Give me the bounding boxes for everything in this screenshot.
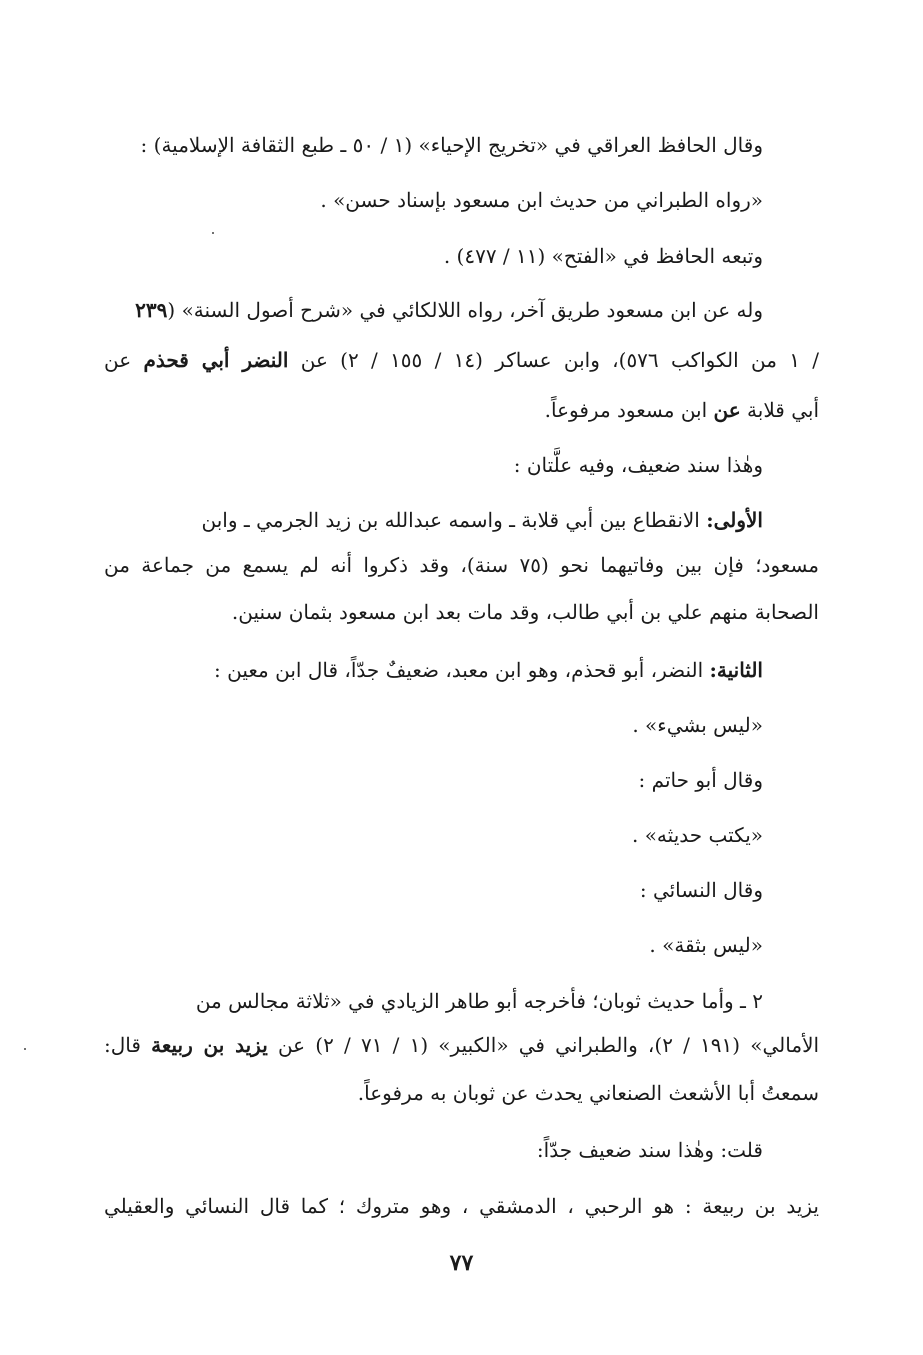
text-line [104,1029,819,1061]
text-span: الأمالي» (١٩١ / ٢)، والطبراني في «الكبير» (١ / ٧١ / ٢) عن [267,1033,820,1057]
text-line [232,596,819,628]
text-line [537,1134,763,1166]
scan-speck [212,232,214,234]
text-span: «ليس بشيء» . [632,713,763,737]
text-span: النضر، أبو قحذم، وهو ابن معبد، ضعيفٌ جدّاً، قال ابن معين : [214,658,710,682]
text-span: وقال الحافظ العراقي في «تخريج الإحياء» (١ / ٥٠ ـ طبع الثقافة الإسلامية) : [140,133,763,157]
text-span: ٢ ـ وأما حديث ثوبان؛ فأخرجه أبو طاهر الزيادي في «ثلاثة مجالس من [195,989,763,1013]
text-line [104,549,819,581]
scan-speck [24,1048,26,1050]
text-span: / ١ من الكواكب ٥٧٦)، وابن عساكر (١٤ / ١٥٥ / ٢) عن [288,348,819,372]
text-line [141,129,763,161]
text-span: الانقطاع بين أبي قلابة ـ واسمه عبدالله بن زيد الجرمي ـ وابن [201,508,707,532]
text-line [632,709,763,741]
text-line [104,1190,819,1222]
text-line [640,874,763,906]
text-span: مسعود؛ فإن بين وفاتيهما نحو (٧٥ سنة)، وقد ذكروا أنه لم يسمع من جماعة من [104,553,819,577]
text-span: وهٰذا سند ضعيف، وفيه علَّتان : [513,453,763,477]
page-number: ٧٧ [449,1250,474,1276]
text-line [320,184,763,216]
text-line [214,654,763,686]
text-span: «ليس بثقة» . [649,933,763,957]
text-span: وله عن ابن مسعود طريق آخر، رواه اللالكائي في «شرح أصول السنة» ( [167,298,763,322]
text-span: أبي قلابة [740,398,819,422]
text-line [639,764,763,796]
text-span: قلت: وهٰذا سند ضعيف جدّاً: [536,1138,763,1162]
text-line [649,929,763,961]
text-line [358,1077,819,1109]
text-span: «يكتب حديثه» . [631,823,763,847]
text-span: قال: [104,1033,152,1057]
narrator-name: يزيد بن ربيعة [151,1033,268,1057]
text-span: ابن مسعود مرفوعاً. [544,398,714,422]
bold-span: ٢٣٩ [135,298,168,322]
text-line [135,294,763,326]
text-span: وقال النسائي : [639,878,763,902]
narrator-name: النضر أبي قحذم [143,348,289,372]
text-line [632,819,763,851]
text-span: سمعتُ أبا الأشعث الصنعاني يحدث عن ثوبان به مرفوعاً. [357,1081,819,1105]
bold-span: عن [713,398,741,422]
text-line [545,394,819,426]
text-line [196,985,763,1017]
point-heading: الأولى: [706,508,763,532]
text-span: عن [104,348,144,372]
text-line [104,344,819,376]
text-span: يزيد بن ربيعة : هو الرحبي ، الدمشقي ، وهو متروك ؛ كما قال النسائي والعقيلي [104,1194,819,1218]
text-line [514,449,763,481]
text-span: وتبعه الحافظ في «الفتح» (١١ / ٤٧٧) . [443,244,763,268]
text-line [202,504,764,536]
point-heading: الثانية: [709,658,763,682]
text-span: وقال أبو حاتم : [638,768,763,792]
text-span: «رواه الطبراني من حديث ابن مسعود بإسناد حسن» . [320,188,763,212]
text-line [444,240,763,272]
text-span: الصحابة منهم علي بن أبي طالب، وقد مات بعد ابن مسعود بثمان سنين. [231,600,819,624]
